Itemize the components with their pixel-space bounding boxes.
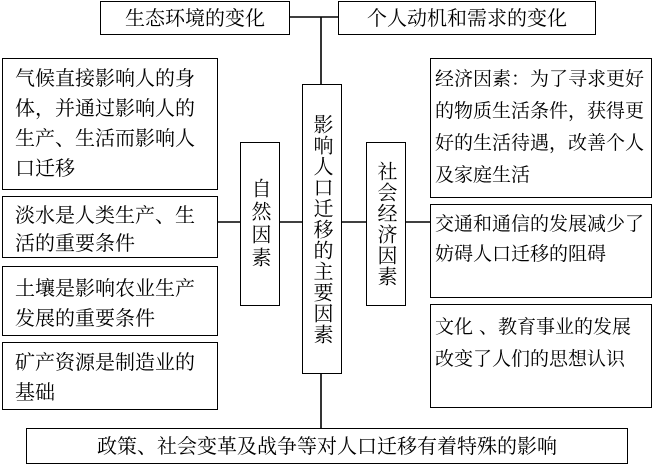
natural-item-climate bbox=[2, 58, 218, 190]
socio-economic-factor-box: 社会经济因素 bbox=[366, 142, 406, 306]
socio-item-transport-text: 交通和通信的发展减少了妨碍人口迁移的阻碍 bbox=[435, 213, 645, 265]
natural-item-minerals-text: 矿产资源是制造业的基础 bbox=[15, 350, 195, 404]
socio-item-transport bbox=[430, 204, 652, 298]
special-influence-box bbox=[26, 428, 628, 464]
natural-item-soil-text: 土壤是影响农业生产发展的重要条件 bbox=[15, 276, 195, 330]
personal-motivation-label: 个人动机和需求的变化 bbox=[367, 6, 567, 30]
natural-item-minerals bbox=[2, 342, 218, 410]
eco-environment-label: 生态环境的变化 bbox=[125, 6, 265, 30]
socio-item-economy bbox=[430, 58, 652, 198]
socio-item-economy-text: 经济因素：为了寻求更好的物质生活条件，获得更好的生活待遇，改善个人及家庭生活 bbox=[435, 68, 645, 186]
special-influence-label: 政策、社会变革及战争等对人口迁移有着特殊的影响 bbox=[97, 434, 557, 458]
natural-item-soil bbox=[2, 266, 218, 336]
socio-item-culture bbox=[430, 304, 652, 408]
natural-item-water bbox=[2, 196, 218, 258]
personal-motivation-box bbox=[338, 1, 596, 35]
natural-item-water-text: 淡水是人类生产、生活的重要条件 bbox=[15, 203, 195, 255]
main-factors-box: 影响人口迁移的主要因素 bbox=[302, 84, 342, 374]
eco-environment-box bbox=[100, 1, 290, 35]
natural-item-climate-text: 气候直接影响人的身体，并通过影响人的生产、生活而影响人口迁移 bbox=[15, 66, 195, 180]
socio-item-culture-text: 文化 、教育事业的发展改变了人们的思想认识 bbox=[435, 316, 632, 370]
natural-factor-box: 自然因素 bbox=[240, 142, 280, 306]
